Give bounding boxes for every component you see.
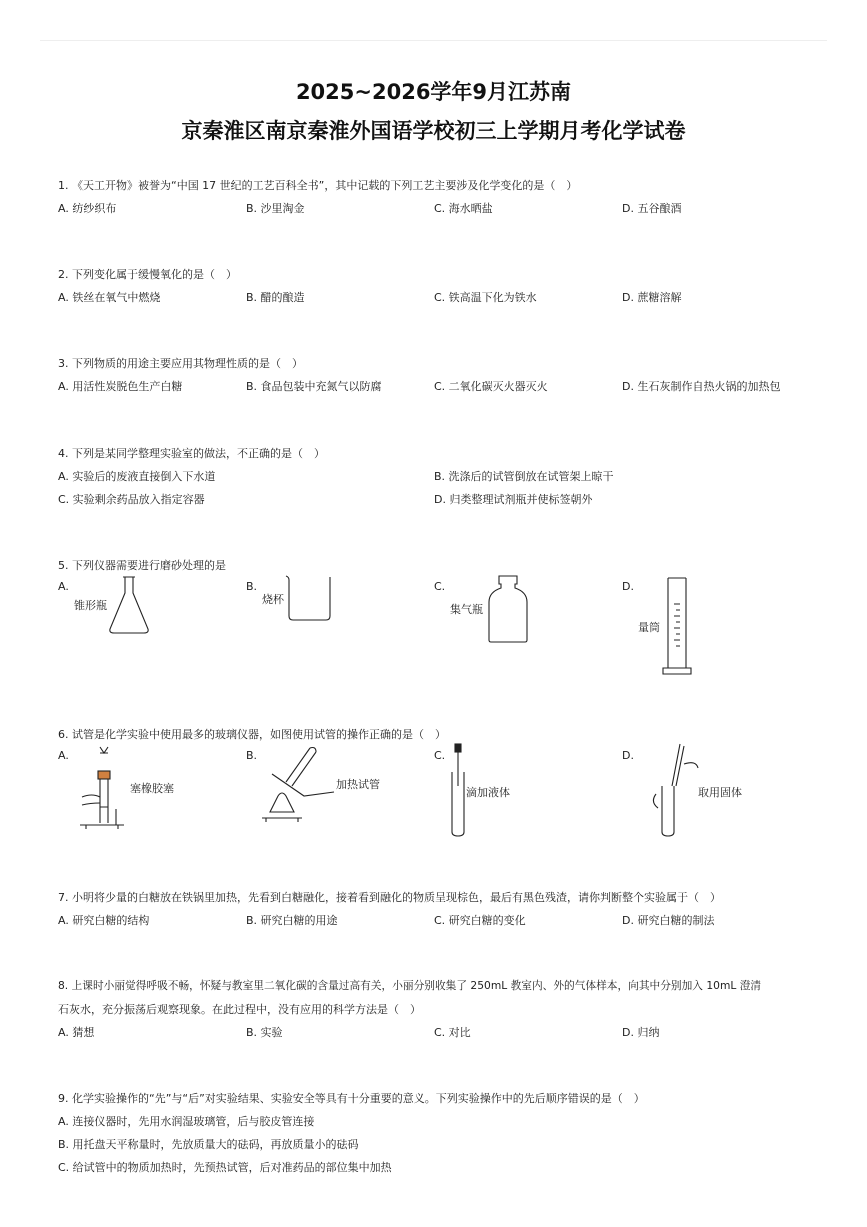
question-6-stem: 6. 试管是化学实验中使用最多的玻璃仪器，如图使用试管的操作正确的是（ ） [58,728,446,741]
question-9-option-b[interactable]: B. 用托盘天平称量时，先放质量大的砝码，再放质量小的砝码 [58,1138,359,1151]
question-2-option-c[interactable]: C. 铁高温下化为铁水 [434,291,537,304]
question-1-option-a[interactable]: A. 纺纱织布 [58,202,117,215]
question-4-option-b[interactable]: B. 洗涤后的试管倒放在试管架上晾干 [434,470,614,483]
question-5-label-b: 烧杯 [262,593,284,606]
question-2-option-d[interactable]: D. 蔗糖溶解 [622,291,682,304]
question-2-option-a[interactable]: A. 铁丝在氧气中燃烧 [58,291,161,304]
question-8-option-d[interactable]: D. 归纳 [622,1026,660,1039]
question-8-stem-line2: 石灰水，充分振荡后观察现象。在此过程中，没有应用的科学方法是（ ） [58,1003,421,1016]
gas-jar-icon [485,574,531,646]
exam-title-line2: 京秦淮区南京秦淮外国语学校初三上学期月考化学试卷 [181,119,686,143]
question-5-option-c[interactable]: C. [434,580,446,593]
graduated-cylinder-icon [660,574,694,678]
question-5-label-c: 集气瓶 [450,603,483,616]
question-7-option-c[interactable]: C. 研究白糖的变化 [434,914,526,927]
taking-solid-icon [636,742,700,840]
question-6-label-b: 加热试管 [336,778,380,791]
question-9-option-c[interactable]: C. 给试管中的物质加热时，先预热试管，后对准药品的部位集中加热 [58,1161,392,1174]
question-6-option-c[interactable]: C. [434,749,446,762]
question-8-stem-line1: 8. 上课时小丽觉得呼吸不畅，怀疑与教室里二氧化碳的含量过高有关，小丽分别收集了 250mL 教室内、外的气体样本，向其中分别加入 10mL 澄清 [58,979,762,992]
question-7-option-d[interactable]: D. 研究白糖的制法 [622,914,715,927]
conical-flask-icon [106,575,152,635]
exam-title-line1: 2025~2026学年9月江苏南 [295,80,572,104]
question-3-option-c[interactable]: C. 二氧化碳灭火器灭火 [434,380,548,393]
question-5-stem: 5. 下列仪器需要进行磨砂处理的是 [58,559,226,572]
question-1-option-b[interactable]: B. 沙里淘金 [246,202,305,215]
question-6-option-b[interactable]: B. [246,749,258,762]
question-5-option-a[interactable]: A. [58,580,69,593]
question-9-option-a[interactable]: A. 连接仪器时，先用水润湿玻璃管，后与胶皮管连接 [58,1115,315,1128]
question-2-stem: 2. 下列变化属于缓慢氧化的是（ ） [58,268,237,281]
question-3-option-b[interactable]: B. 食品包装中充氮气以防腐 [246,380,382,393]
question-7-option-a[interactable]: A. 研究白糖的结构 [58,914,150,927]
question-4-option-a[interactable]: A. 实验后的废液直接倒入下水道 [58,470,216,483]
question-1-option-c[interactable]: C. 海水晒盐 [434,202,493,215]
question-8-option-a[interactable]: A. 猜想 [58,1026,95,1039]
question-1-option-d[interactable]: D. 五谷酿酒 [622,202,682,215]
question-2-option-b[interactable]: B. 醋的酿造 [246,291,305,304]
question-5-option-d[interactable]: D. [622,580,634,593]
question-3-option-d[interactable]: D. 生石灰制作自热火锅的加热包 [622,380,781,393]
question-7-option-b[interactable]: B. 研究白糖的用途 [246,914,338,927]
beaker-icon [285,574,335,622]
question-6-label-d: 取用固体 [698,786,742,799]
question-6-option-a[interactable]: A. [58,749,69,762]
question-6-option-d[interactable]: D. [622,749,634,762]
adding-liquid-icon [446,742,470,840]
insert-stopper-icon [78,745,128,830]
top-rule [40,40,827,41]
question-6-label-a: 塞橡胶塞 [130,782,174,795]
question-5-option-b[interactable]: B. [246,580,258,593]
question-3-stem: 3. 下列物质的用途主要应用其物理性质的是（ ） [58,357,303,370]
question-8-option-b[interactable]: B. 实验 [246,1026,283,1039]
question-7-stem: 7. 小明将少量的白糖放在铁锅里加热，先看到白糖融化，接着看到融化的物质呈现棕色，最后有黑色残渣，请你判断整个实验属于（ ） [58,891,721,904]
question-3-option-a[interactable]: A. 用活性炭脱色生产白糖 [58,380,183,393]
question-4-option-d[interactable]: D. 归类整理试剂瓶并使标签朝外 [434,493,593,506]
question-1-stem: 1. 《天工开物》被誉为“中国 17 世纪的工艺百科全书”，其中记载的下列工艺主要涉及化学变化的是（ ） [58,179,578,192]
question-8-option-c[interactable]: C. 对比 [434,1026,471,1039]
question-9-stem: 9. 化学实验操作的“先”与“后”对实验结果、实验安全等具有十分重要的意义。下列实验操作中的先后顺序错误的是（ ） [58,1092,645,1105]
question-6-label-c: 滴加液体 [466,786,510,799]
question-5-label-d: 量筒 [638,621,660,634]
question-4-option-c[interactable]: C. 实验剩余药品放入指定容器 [58,493,205,506]
question-4-stem: 4. 下列是某同学整理实验室的做法，不正确的是（ ） [58,447,325,460]
question-5-label-a: 锥形瓶 [74,599,107,612]
heating-test-tube-icon [258,744,338,824]
